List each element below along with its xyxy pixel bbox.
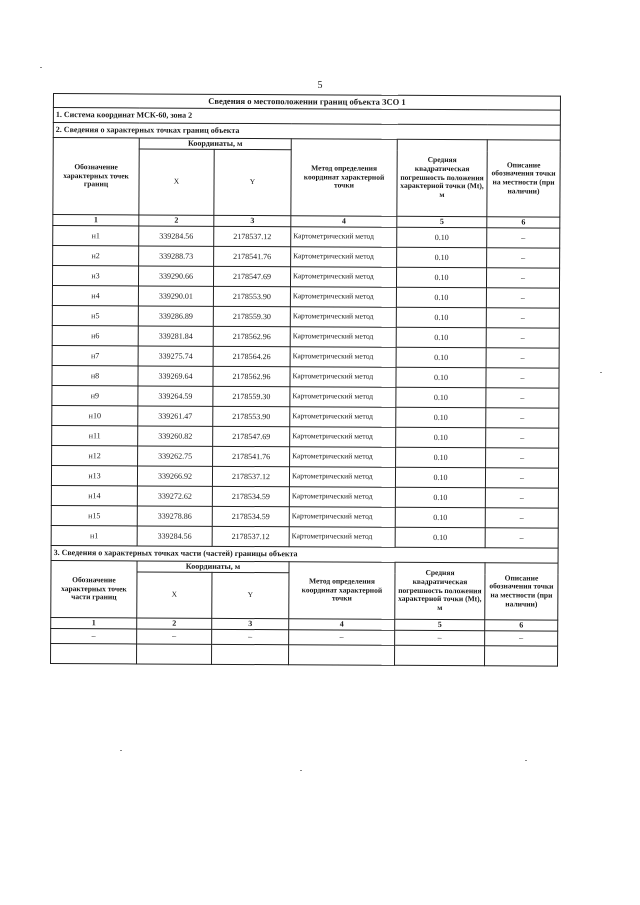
boundary-table — [50, 93, 561, 667]
cell-error: 0.10 — [395, 467, 485, 487]
cell-coord-x: 339281.84 — [138, 326, 213, 346]
t3-header-description: Описание обозначения точки на местности (при наличии) — [485, 563, 558, 620]
cell-description: – — [486, 428, 559, 448]
cell-description: – — [485, 468, 558, 488]
cell-error: 0.10 — [396, 387, 486, 407]
table-row — [52, 445, 559, 468]
cell-method: Картометрический метод — [290, 287, 396, 308]
column-number: 6 — [487, 217, 560, 228]
cell-description: – — [486, 448, 559, 468]
cell-description: – — [486, 348, 559, 368]
cell-method: Картометрический метод — [290, 307, 396, 328]
cell-description: – — [486, 288, 559, 308]
t3-blank-cell — [485, 646, 558, 666]
cell-coord-y: 2178534.59 — [212, 486, 289, 506]
table-row — [51, 505, 558, 528]
column-number: 4 — [291, 216, 397, 228]
cell-method: Картометрический метод — [290, 347, 396, 368]
cell-coord-x: 339262.75 — [138, 446, 213, 466]
t3-header-error: Средняя квадратическая погрешность положения характерной точки (Mt), м — [395, 562, 485, 619]
cell-coord-x: 339269.64 — [138, 366, 213, 386]
cell-coord-x: 339290.01 — [138, 286, 213, 306]
cell-coord-x: 339278.86 — [137, 506, 212, 526]
cell-coord-y: 2178541.76 — [214, 246, 291, 266]
cell-method: Картометрический метод — [290, 447, 396, 468]
t3-column-number: 5 — [395, 619, 485, 630]
section-1-heading: 1. Система координат МСК-60, зона 2 — [53, 108, 560, 126]
cell-coord-x: 339266.92 — [137, 466, 212, 486]
cell-coord-y: 2178537.12 — [212, 466, 289, 486]
cell-error: 0.10 — [396, 427, 486, 447]
cell-error: 0.10 — [396, 347, 486, 367]
t3-header-y: Y — [212, 572, 289, 618]
cell-coord-x: 339286.89 — [138, 306, 213, 326]
cell-coord-x: 339275.74 — [138, 346, 213, 366]
section-3-heading: 3. Сведения о характерных точках части (частей) границы объекта — [51, 545, 558, 563]
header-error: Средняя квадратическая погрешность положения характерной точки (Mt), м — [397, 139, 487, 216]
cell-description: – — [487, 248, 560, 268]
column-number: 1 — [53, 215, 139, 226]
cell-coord-y: 2178559.30 — [213, 306, 290, 326]
cell-coord-x: 339288.73 — [139, 246, 214, 266]
cell-description: – — [485, 508, 558, 528]
cell-error: 0.10 — [396, 447, 486, 467]
t3-blank-cell — [212, 644, 289, 664]
t3-blank-cell — [137, 644, 212, 664]
table-row — [52, 345, 559, 368]
page-number: 5 — [317, 80, 323, 91]
cell-coord-y: 2178553.90 — [213, 286, 290, 306]
t3-header-coords: Координаты, м — [137, 561, 289, 573]
cell-description: – — [486, 308, 559, 328]
cell-description: – — [486, 408, 559, 428]
cell-error: 0.10 — [395, 507, 485, 527]
cell-coord-x: 339272.62 — [137, 486, 212, 506]
table-row — [52, 365, 559, 388]
section-2-heading: 2. Сведения о характерных точках границ объекта — [53, 123, 560, 141]
cell-coord-y: 2178562.96 — [213, 366, 290, 386]
cell-point-id: н8 — [52, 365, 138, 385]
cell-coord-y: 2178541.76 — [213, 446, 290, 466]
cell-description: – — [486, 328, 559, 348]
cell-error: 0.10 — [395, 527, 485, 547]
cell-error: 0.10 — [397, 247, 487, 267]
cell-method: Картометрический метод — [290, 327, 396, 348]
cell-method: Картометрический метод — [290, 427, 396, 448]
t3-cell: – — [485, 631, 558, 646]
table-row — [51, 465, 558, 488]
table-title: Сведения о местоположении границ объекта ЗСО 1 — [53, 94, 560, 111]
cell-point-id: н5 — [52, 305, 138, 325]
cell-error: 0.10 — [395, 487, 485, 507]
cell-method: Картометрический метод — [291, 227, 397, 248]
table-row — [53, 226, 560, 249]
cell-method: Картометрический метод — [291, 247, 397, 268]
cell-point-id: н12 — [52, 445, 138, 465]
cell-point-id: н9 — [52, 385, 138, 405]
cell-point-id: н6 — [52, 325, 138, 345]
column-number: 3 — [214, 215, 291, 226]
cell-error: 0.10 — [397, 227, 487, 247]
table-row — [52, 325, 559, 348]
table-row — [52, 405, 559, 428]
cell-description: – — [486, 388, 559, 408]
cell-error: 0.10 — [396, 307, 486, 327]
t3-cell: – — [395, 630, 485, 645]
cell-method: Картометрический метод — [289, 527, 395, 548]
cell-point-id: н4 — [52, 285, 138, 305]
t3-blank-cell — [395, 645, 485, 665]
t3-header-x: X — [137, 572, 212, 618]
t3-cell: – — [137, 629, 212, 644]
cell-error: 0.10 — [396, 287, 486, 307]
cell-coord-y: 2178562.96 — [213, 326, 290, 346]
cell-error: 0.10 — [396, 327, 486, 347]
cell-coord-y: 2178559.30 — [213, 386, 290, 406]
cell-method: Картометрический метод — [289, 507, 395, 528]
t3-header-method: Метод определения координат характерной точки — [289, 562, 395, 620]
cell-method: Картометрический метод — [290, 267, 396, 288]
cell-coord-y: 2178564.26 — [213, 346, 290, 366]
cell-coord-x: 339260.82 — [138, 426, 213, 446]
cell-point-id: н11 — [52, 425, 138, 445]
table-row — [52, 425, 559, 448]
t3-blank-cell — [51, 643, 137, 663]
t3-column-number: 4 — [289, 619, 395, 631]
cell-coord-y: 2178547.69 — [213, 426, 290, 446]
table-row — [51, 485, 558, 508]
cell-coord-x: 339284.56 — [139, 226, 214, 246]
table-row — [51, 525, 558, 548]
header-y: Y — [214, 149, 291, 215]
cell-method: Картометрический метод — [290, 387, 396, 408]
t3-column-number: 6 — [485, 620, 558, 631]
cell-point-id: н2 — [53, 246, 139, 266]
cell-point-id: н1 — [53, 226, 139, 246]
table-row — [52, 285, 559, 308]
header-description: Описание обозначения точки на местности (при наличии) — [487, 140, 560, 217]
cell-coord-y: 2178534.59 — [212, 506, 289, 526]
t3-column-number: 1 — [51, 617, 137, 628]
t3-cell: – — [212, 629, 289, 644]
cell-coord-y: 2178537.12 — [214, 226, 291, 246]
cell-description: – — [486, 368, 559, 388]
table-row — [52, 385, 559, 408]
header-coords: Координаты, м — [139, 138, 291, 150]
t3-column-number: 2 — [137, 618, 212, 629]
cell-point-id: н10 — [52, 405, 138, 425]
cell-point-id: н7 — [52, 345, 138, 365]
cell-method: Картометрический метод — [290, 407, 396, 428]
cell-point-id: н13 — [51, 465, 137, 485]
cell-description: – — [485, 488, 558, 508]
table-row — [52, 305, 559, 328]
cell-point-id: н3 — [52, 266, 138, 286]
t3-blank-cell — [289, 645, 395, 666]
cell-coord-y: 2178547.69 — [213, 266, 290, 286]
cell-coord-y: 2178537.12 — [212, 526, 289, 546]
cell-point-id: н1 — [51, 525, 137, 545]
t3-cell: – — [51, 628, 137, 643]
header-method: Метод определения координат характерной точки — [291, 139, 397, 217]
header-x: X — [139, 149, 214, 215]
t3-column-number: 3 — [212, 618, 289, 629]
cell-error: 0.10 — [396, 267, 486, 287]
cell-method: Картометрический метод — [289, 467, 395, 488]
cell-description: – — [487, 228, 560, 248]
cell-error: 0.10 — [396, 407, 486, 427]
cell-coord-x: 339284.56 — [137, 526, 212, 546]
cell-error: 0.10 — [396, 367, 486, 387]
cell-coord-x: 339264.59 — [138, 386, 213, 406]
column-number: 2 — [139, 215, 214, 226]
table-row — [53, 246, 560, 269]
column-number: 5 — [397, 216, 487, 227]
cell-point-id: н15 — [51, 505, 137, 525]
cell-method: Картометрический метод — [290, 367, 396, 388]
cell-description: – — [486, 268, 559, 288]
cell-coord-x: 339290.66 — [138, 266, 213, 286]
cell-description: – — [485, 528, 558, 548]
table-row — [52, 266, 559, 289]
cell-method: Картометрический метод — [289, 487, 395, 508]
cell-coord-y: 2178553.90 — [213, 406, 290, 426]
t3-header-designation: Обозначение характерных точек части границ — [51, 560, 137, 617]
header-designation: Обозначение характерных точек границ — [53, 138, 139, 215]
cell-point-id: н14 — [51, 485, 137, 505]
cell-coord-x: 339261.47 — [138, 406, 213, 426]
t3-cell: – — [289, 630, 395, 646]
